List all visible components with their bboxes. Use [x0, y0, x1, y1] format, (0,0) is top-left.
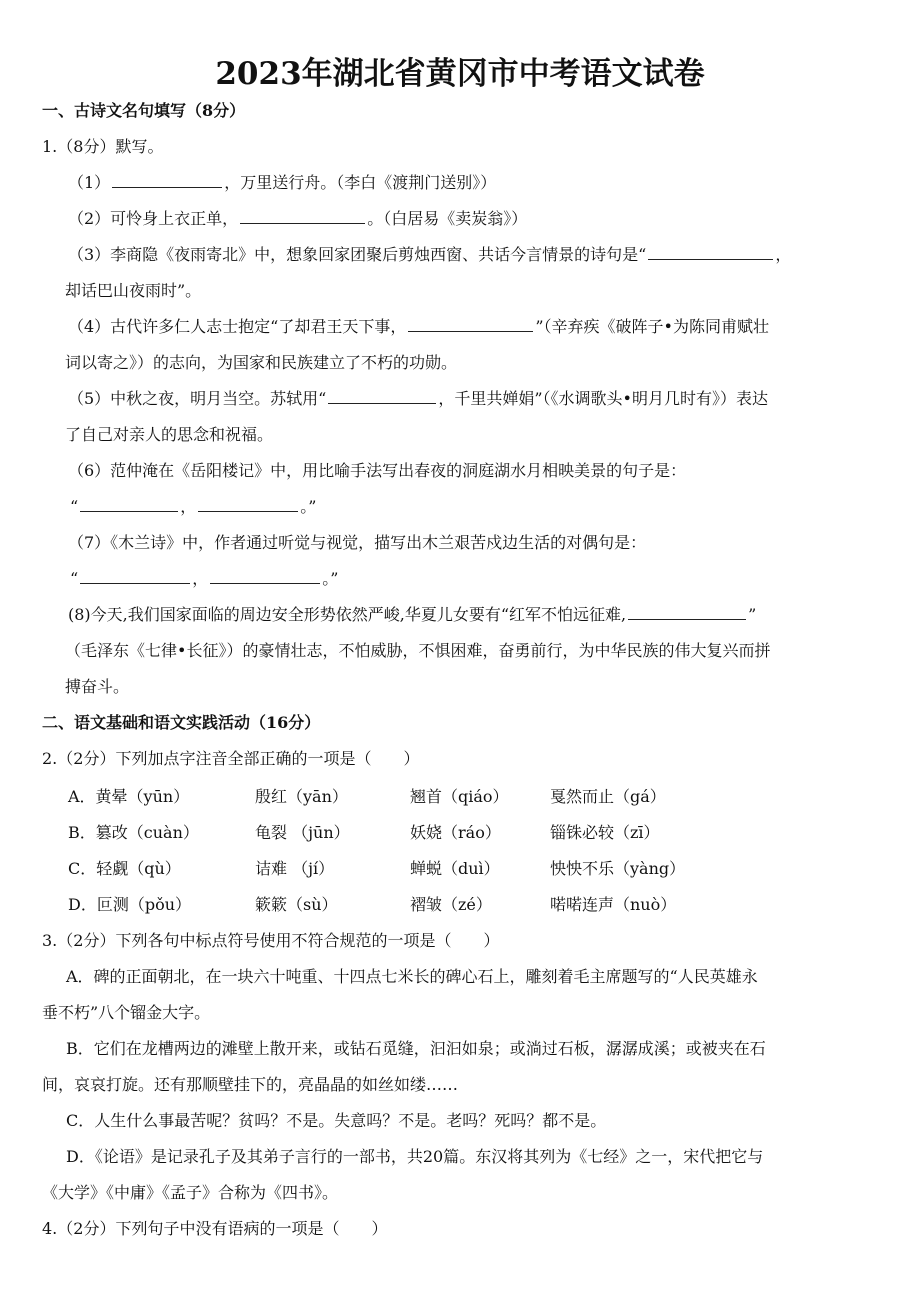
q3-option-c[interactable]: C．人生什么事最苦呢？贫吗？不是。失意吗？不是。老吗？死吗？都不是。: [66, 1111, 607, 1130]
answer-blank[interactable]: [408, 315, 533, 332]
option-b-1[interactable]: B．篡改（cuàn）: [68, 823, 199, 842]
q1-item-4-cont: 词以寄之》）的志向，为国家和民族建立了不朽的功勋。: [65, 353, 458, 372]
q3-option-d[interactable]: D．《论语》是记录孔子及其弟子言行的一部书，共20篇。东汉将其列为《七经》之一，宋代把它与: [66, 1147, 764, 1166]
option-a-1[interactable]: A．黄晕（yūn）: [68, 787, 190, 806]
option-a-2: 殷红（yān）: [255, 787, 348, 806]
answer-blank[interactable]: [328, 387, 436, 404]
q3-option-b[interactable]: B．它们在龙槽两边的滩壁上散开来，或钻石觅缝，汩汩如泉；或淌过石板，潺潺成溪；或被夹在石: [66, 1039, 766, 1058]
option-b-2: 龟裂 （jūn）: [255, 823, 350, 842]
q1-item-5: （5）中秋之夜，明月当空。苏轼用“ ，千里共婵娟”（《水调歌头•明月几时有》）表达: [68, 389, 768, 408]
q1-item-5-cont: 了自己对亲人的思念和祝福。: [65, 425, 274, 444]
q3-option-b-cont: 间，哀哀打旋。还有那顺壁挂下的，亮晶晶的如丝如缕……: [42, 1075, 459, 1094]
q1-item-6: （6）范仲淹在《岳阳楼记》中，用比喻手法写出春夜的洞庭湖水月相映美景的句子是：: [68, 461, 687, 480]
question-4-stem: 4.（2分）下列句子中没有语病的一项是（ ）: [42, 1219, 388, 1238]
q1-item-4: （4）古代许多仁人志士抱定“了却君王天下事， ”（辛弃疾《破阵子•为陈同甫赋壮: [68, 317, 769, 336]
option-c-3: 蝉蜕（duì）: [410, 859, 500, 878]
answer-blank[interactable]: [240, 207, 365, 224]
answer-blank[interactable]: [80, 567, 190, 584]
answer-blank[interactable]: [210, 567, 320, 584]
option-c-1[interactable]: C．轻觑（qù）: [68, 859, 181, 878]
option-c-4: 怏怏不乐（yàng）: [550, 859, 686, 878]
option-c-2: 诘难 （jí）: [255, 859, 335, 878]
answer-blank[interactable]: [628, 603, 746, 620]
q1-item-6-answers: “ ， 。”: [70, 497, 317, 516]
answer-blank[interactable]: [80, 495, 178, 512]
q1-item-8-cont2: 搏奋斗。: [65, 677, 130, 696]
option-b-4: 锱铢必较（zī）: [550, 823, 660, 842]
question-3-stem: 3.（2分）下列各句中标点符号使用不符合规范的一项是（ ）: [42, 931, 500, 950]
option-b-3: 妖娆（ráo）: [410, 823, 501, 842]
option-a-4: 戛然而止（gá）: [550, 787, 666, 806]
q1-item-2: （2）可怜身上衣正单， 。（白居易《卖炭翁》）: [68, 209, 528, 228]
q3-option-d-cont: 《大学》《中庸》《孟子》合称为《四书》。: [42, 1183, 339, 1202]
q1-item-1: （1） ，万里送行舟。（李白《渡荆门送别》）: [68, 173, 497, 192]
question-2-stem: 2.（2分）下列加点字注音全部正确的一项是（ ）: [42, 749, 420, 768]
option-d-1[interactable]: D．叵测（pǒu）: [68, 895, 192, 914]
section-2-heading: 二、语文基础和语文实践活动（16分）: [42, 713, 321, 732]
q1-item-7-answers: “ ， 。”: [70, 569, 339, 588]
option-d-3: 褶皱（zé）: [410, 895, 492, 914]
answer-blank[interactable]: [648, 243, 773, 260]
q3-option-a-cont: 垂不朽”八个镏金大字。: [42, 1003, 211, 1022]
q1-item-3: （3）李商隐《夜雨寄北》中，想象回家团聚后剪烛西窗、共话今言情景的诗句是“ ，: [68, 245, 792, 264]
q1-item-8-cont: （毛泽东《七律•长征》）的豪情壮志，不怕威胁，不惧困难，奋勇前行，为中华民族的伟大复兴而拼: [65, 641, 771, 660]
q1-item-8: (8)今天,我们国家面临的周边安全形势依然严峻,华夏儿女要有“红军不怕远征难, ”: [68, 605, 757, 624]
option-d-4: 喏喏连声（nuò）: [550, 895, 677, 914]
option-d-2: 簌簌（sù）: [255, 895, 338, 914]
exam-title: 2023年湖北省黄冈市中考语文试卷: [215, 56, 705, 92]
option-a-3: 翘首（qiáo）: [410, 787, 509, 806]
q1-item-3-cont: 却话巴山夜雨时”。: [65, 281, 202, 300]
section-1-heading: 一、古诗文名句填写（8分）: [42, 101, 246, 120]
answer-blank[interactable]: [198, 495, 298, 512]
q3-option-a[interactable]: A．碑的正面朝北，在一块六十吨重、十四点七米长的碑心石上，雕刻着毛主席题写的“人民英雄永: [66, 967, 758, 986]
question-1-stem: 1.（8分）默写。: [42, 137, 164, 156]
q1-item-7: （7）《木兰诗》中，作者通过听觉与视觉，描写出木兰艰苦戍边生活的对偶句是：: [68, 533, 647, 552]
answer-blank[interactable]: [112, 171, 222, 188]
